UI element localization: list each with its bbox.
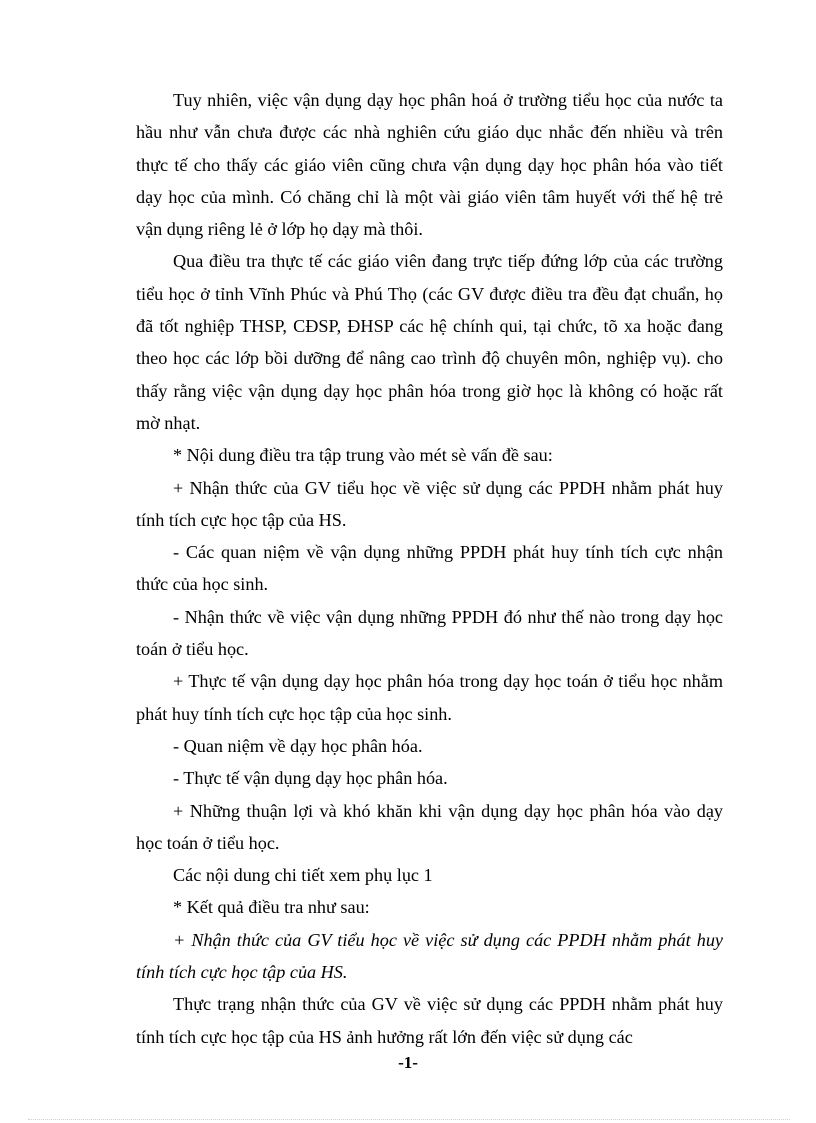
page-number: -1- bbox=[398, 1053, 418, 1072]
page-bottom-divider bbox=[28, 1119, 790, 1120]
paragraph-results: Thực trạng nhận thức của GV về việc sử dụng các PPDH nhằm phát huy tính tích cực học tập của HS ảnh hưởng rất lớn đến việc sử dụng các bbox=[136, 994, 723, 1047]
list-item: - Quan niệm về dạy học phân hóa. bbox=[173, 735, 423, 756]
paragraph-intro: Tuy nhiên, việc vận dụng dạy học phân hoá ở trường tiểu học của nước ta hầu như vẫn chưa được các nhà nghiên cứu giáo dục nhắc đến nhiều và trên thực tế cho thấy các giáo viên cũng chưa vận dụng dạy học phân hóa vào tiết dạy học của mình. Có chăng chỉ là một vài giáo viên tâm huyết với thế hệ trẻ vận dụng riêng lẻ ở lớp họ dạy mà thôi. bbox=[136, 90, 723, 240]
list-item: - Thực tế vận dụng dạy học phân hóa. bbox=[173, 768, 448, 789]
survey-content-heading: * Nội dung điều tra tập trung vào mét sè vấn đề sau: bbox=[173, 445, 553, 466]
list-item: + Nhận thức của GV tiểu học về việc sử dụng các PPDH nhằm phát huy tính tích cực học tập của HS. bbox=[136, 477, 723, 530]
results-subheading: + Nhận thức của GV tiểu học về việc sử dụng các PPDH nhằm phát huy tính tích cực học tập của HS. bbox=[136, 929, 723, 983]
list-item: + Những thuận lợi và khó khăn khi vận dụng dạy học phân hóa vào dạy học toán ở tiểu học. bbox=[136, 800, 723, 853]
list-item: - Các quan niệm về vận dụng những PPDH phát huy tính tích cực nhận thức của học sinh. bbox=[136, 542, 723, 595]
appendix-reference: Các nội dung chi tiết xem phụ lục 1 bbox=[173, 865, 433, 886]
results-heading: * Kết quả điều tra như sau: bbox=[173, 897, 370, 918]
body-text bbox=[136, 84, 723, 1053]
list-item: - Nhận thức về việc vận dụng những PPDH đó như thế nào trong dạy học toán ở tiểu học. bbox=[136, 606, 723, 660]
paragraph-survey: Qua điều tra thực tế các giáo viên đang trực tiếp đứng lớp của các trường tiểu học ở tỉnh Vĩnh Phúc và Phú Thọ (các GV được điều tra đều đạt chuẩn, họ đã tốt nghiệp THSP, CĐSP, ĐHSP các hệ chính qui, tại chức, tõ xa hoặc đang theo học các lớp bồi dưỡng để nâng cao trình độ chuyên môn, nghiệp vụ). cho thấy rằng việc vận dụng dạy học phân hóa trong giờ học là không có hoặc rất mờ nhạt. bbox=[136, 251, 723, 433]
list-item: + Thực tế vận dụng dạy học phân hóa trong dạy học toán ở tiểu học nhằm phát huy tính tích cực học tập của học sinh. bbox=[136, 671, 723, 724]
